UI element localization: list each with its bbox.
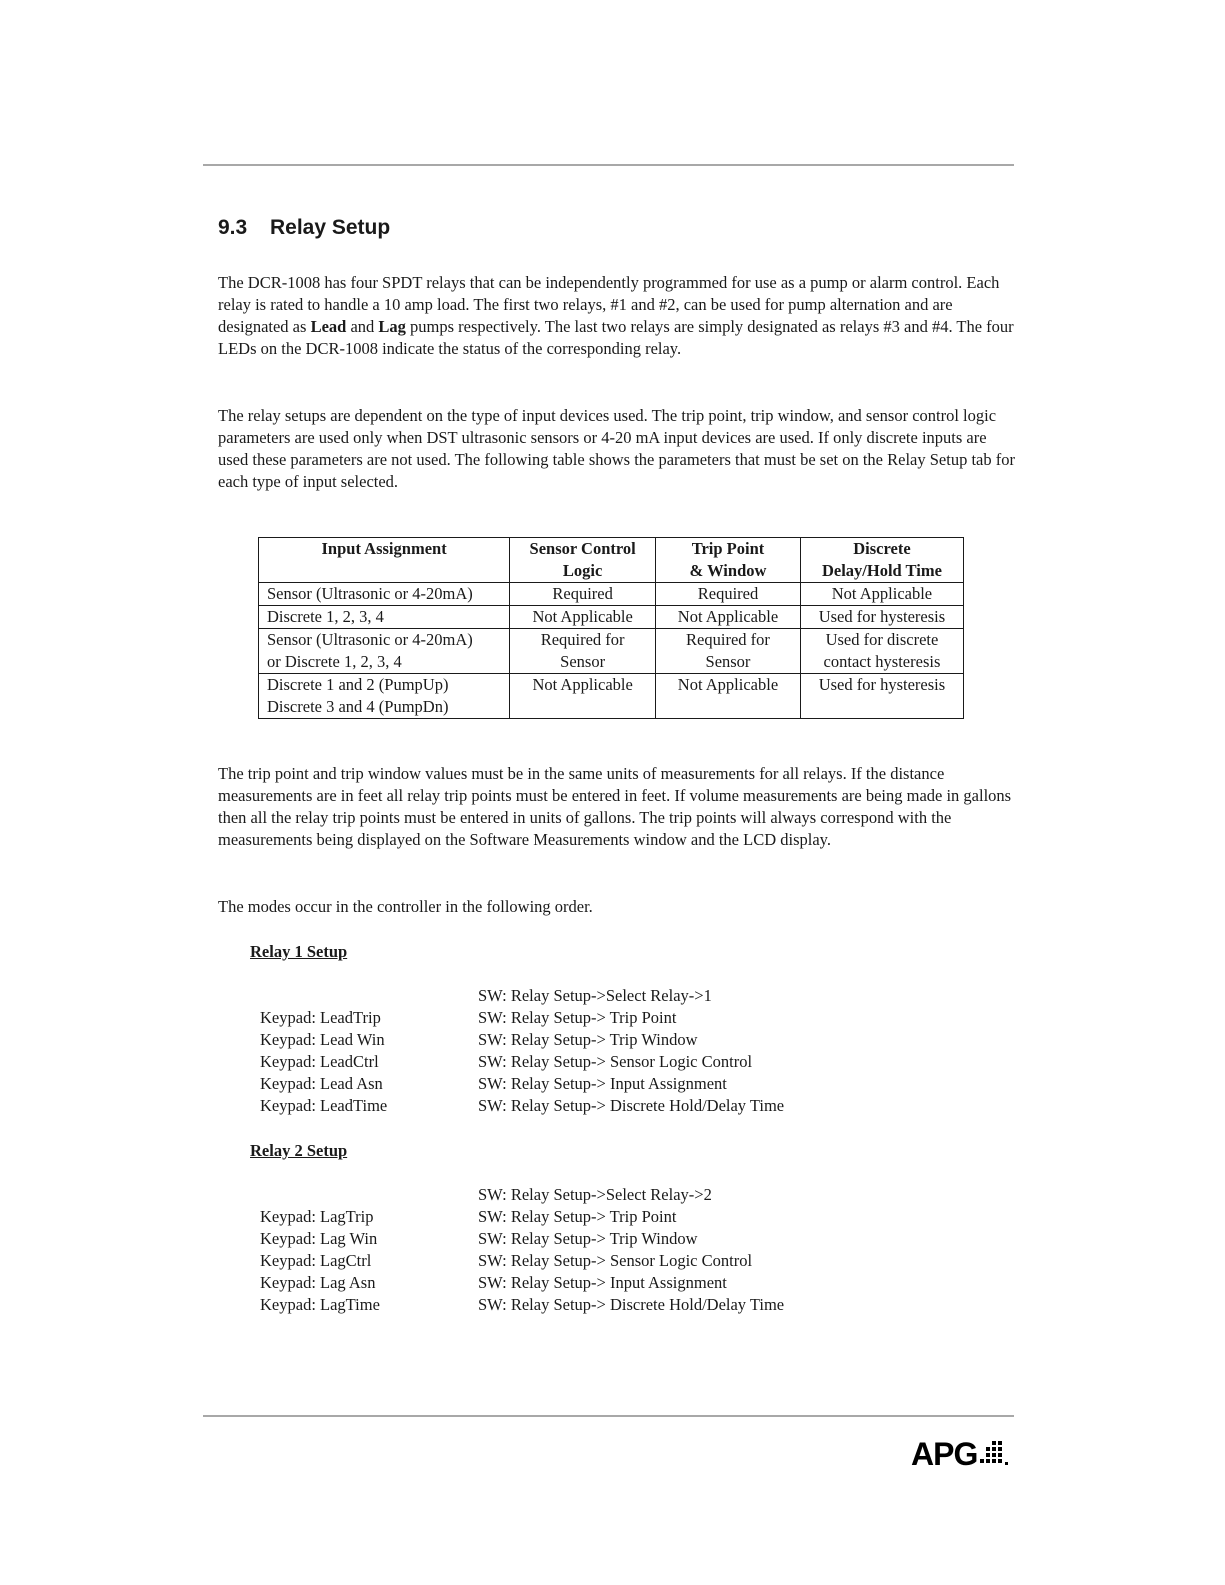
intro-text-2: and [346,317,379,336]
table-cell-line: Sensor [560,652,606,671]
column-header [656,538,801,583]
table-cell [800,583,963,606]
table-cell [656,674,801,719]
table-cell-line: Not Applicable [831,584,933,603]
software-command: SW: Relay Setup-> Trip Window [478,1030,698,1049]
keypad-command: Keypad: LeadCtrl [260,1052,379,1071]
table-cell [259,674,510,719]
table-row [259,606,964,629]
table-cell-line: Discrete 1 and 2 (PumpUp) [267,675,449,694]
table-cell-line: Sensor (Ultrasonic or 4-20mA) [267,584,473,603]
table-cell-line: Not Applicable [677,607,779,626]
software-command: SW: Relay Setup-> Input Assignment [478,1273,727,1292]
software-command: SW: Relay Setup-> Trip Window [478,1229,698,1248]
table-cell-line: Required [697,584,759,603]
column-header-line: Logic [562,561,603,580]
column-header-line: Sensor Control [529,539,636,558]
table-cell [800,674,963,719]
software-command: SW: Relay Setup-> Discrete Hold/Delay Time [478,1295,785,1314]
keypad-command: Keypad: Lead Win [260,1030,385,1049]
keypad-command: Keypad: LagCtrl [260,1251,372,1270]
table-cell-line: Required for [540,630,625,649]
column-header [800,538,963,583]
section-heading [218,216,390,240]
keypad-command: Keypad: Lead Asn [260,1074,383,1093]
units-paragraph: The trip point and trip window values must be in the same units of measurements for all relays. If the distance measurements are in feet all relay trip points must be entered in feet. If volume measurements are being made in gallons then all the relay trip points must be entered in units of gallons. The trip points will always correspond with the measurements being displayed on the Software Measurements window and the LCD display. [218,764,1012,849]
software-command: SW: Relay Setup-> Input Assignment [478,1074,727,1093]
keypad-command: Keypad: Lag Win [260,1229,378,1248]
input-assignment-table [258,537,964,719]
table-row [259,583,964,606]
table-cell [800,606,963,629]
table-cell [259,606,510,629]
relay2-keypad-list [260,1184,380,1316]
setups-paragraph: The relay setups are dependent on the type of input devices used. The trip point, trip window, and sensor control logic parameters are used only when DST ultrasonic sensors or 4-20 mA input devices are used. If only discrete inputs are used these parameters are not used. The following table shows the parameters that must be set on the Relay Setup tab for each type of input selected. [218,406,1015,491]
table-cell [510,629,656,674]
lead-term: Lead [310,317,347,336]
software-command: SW: Relay Setup->Select Relay->2 [478,1185,712,1204]
lag-term: Lag [378,317,406,336]
keypad-command [260,985,387,1007]
table-cell [510,583,656,606]
footer-rule [203,1415,1014,1417]
column-header-line: Delay/Hold Time [821,561,942,580]
software-command: SW: Relay Setup-> Trip Point [478,1008,677,1027]
modes-paragraph: The modes occur in the controller in the following order. [218,897,593,916]
column-header [259,538,510,583]
table-cell-line: contact hysteresis [823,652,941,671]
table-cell [259,583,510,606]
column-header [510,538,656,583]
keypad-command: Keypad: LeadTime [260,1096,388,1115]
intro-paragraph [218,272,1018,360]
table-cell-line: Discrete 3 and 4 (PumpDn) [267,697,449,716]
apg-logo [911,1436,1010,1472]
table-cell [510,674,656,719]
keypad-command: Keypad: LagTrip [260,1207,374,1226]
table-cell-line: Not Applicable [532,675,633,694]
column-header-line: & Window [689,561,767,580]
table-cell-line: Sensor [705,652,751,671]
table-header-row [259,538,964,583]
table-cell-line: Discrete 1, 2, 3, 4 [267,607,384,626]
table-cell [656,606,801,629]
header-rule [203,164,1014,166]
table-cell-line: or Discrete 1, 2, 3, 4 [267,652,402,671]
table-cell-line: Used for hysteresis [818,675,946,694]
table-cell-line: Required for [686,630,770,649]
column-header-line: Input Assignment [321,539,447,558]
section-title: Relay Setup [270,216,391,239]
intro-text-1: The DCR-1008 has four SPDT relays that can be independently programmed for use as a pump or alarm control. Each relay is rated to handle a 10 amp load. The first two relays, #1 and #2, can be used for pump alternation and are designated as [218,273,1000,336]
table-cell [656,629,801,674]
table-cell-line: Used for discrete [825,630,939,649]
section-number: 9.3 [218,216,248,239]
software-command: SW: Relay Setup-> Discrete Hold/Delay Time [478,1096,785,1115]
table-cell [800,629,963,674]
column-header-line: Discrete [853,539,911,558]
relay2-heading: Relay 2 Setup [250,1141,348,1160]
table-row [259,674,964,719]
keypad-command: Keypad: Lag Asn [260,1273,376,1292]
logo-text: APG [911,1436,978,1472]
table-cell-line: Not Applicable [532,607,633,626]
relay1-heading: Relay 1 Setup [250,942,348,961]
table-cell [510,606,656,629]
table-cell-line: Not Applicable [677,675,779,694]
keypad-command: Keypad: LagTime [260,1295,380,1314]
table-body [259,583,964,719]
relay1-software-list [478,985,784,1117]
apg-dot-grid-icon [980,1439,1010,1469]
software-command: SW: Relay Setup->Select Relay->1 [478,986,712,1005]
software-command: SW: Relay Setup-> Trip Point [478,1207,677,1226]
software-command: SW: Relay Setup-> Sensor Logic Control [478,1251,753,1270]
table-cell-line: Required [552,584,613,603]
table-cell-line: Used for hysteresis [818,607,946,626]
relay1-keypad-list [260,985,387,1117]
table-row [259,629,964,674]
software-command: SW: Relay Setup-> Sensor Logic Control [478,1052,753,1071]
table-cell [259,629,510,674]
column-header-line: Trip Point [691,539,765,558]
keypad-command: Keypad: LeadTrip [260,1008,381,1027]
table-cell-line: Sensor (Ultrasonic or 4-20mA) [267,630,473,649]
relay2-software-list [478,1184,784,1316]
keypad-command [260,1184,380,1206]
table-cell [656,583,801,606]
intro-text-3: pumps respectively. The last two relays are simply designated as relays #3 and #4. The four LEDs on the DCR-1008 indicate the status of the corresponding relay. [218,317,1014,358]
